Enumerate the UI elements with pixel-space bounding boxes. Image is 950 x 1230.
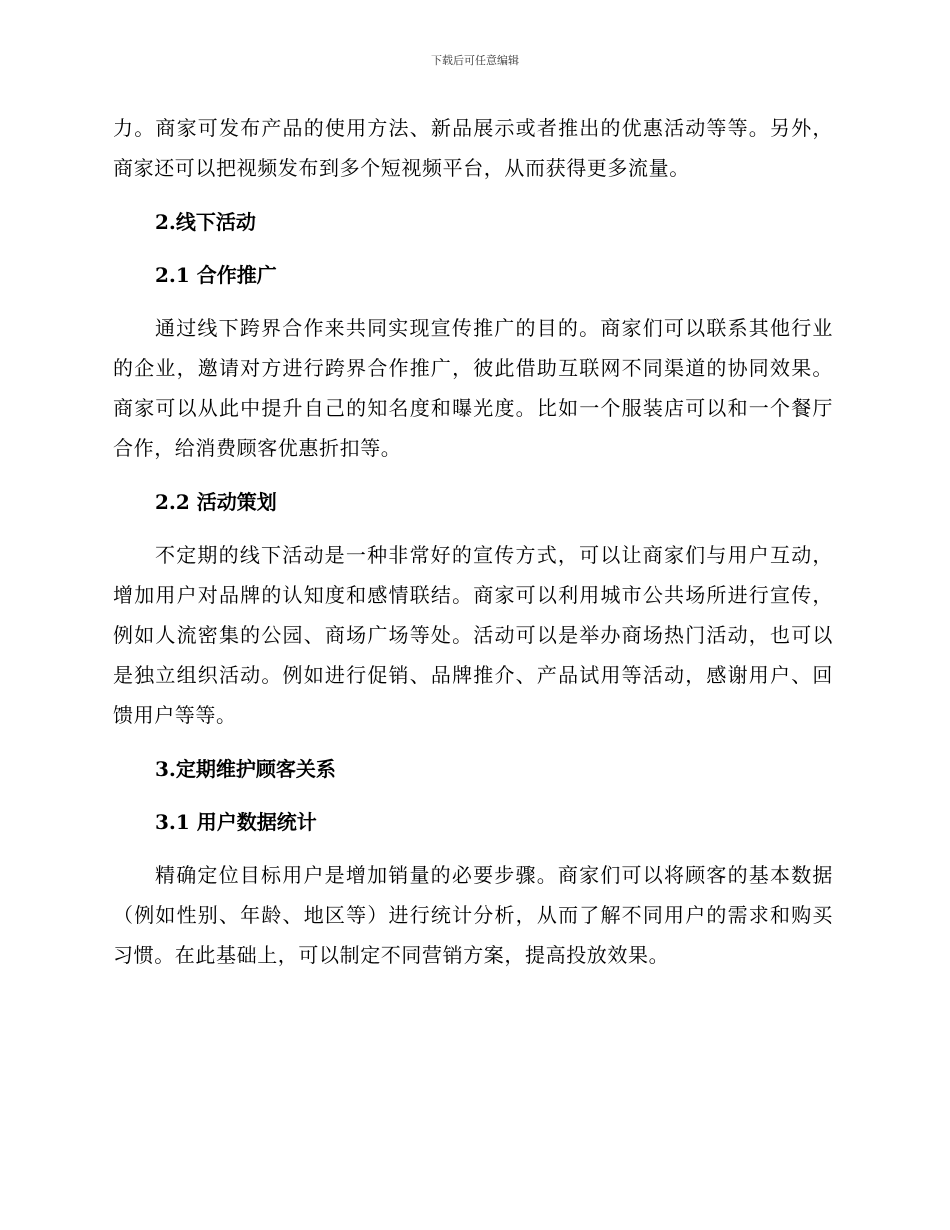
paragraph-continuation: 力。商家可发布产品的使用方法、新品展示或者推出的优惠活动等等。另外，商家还可以把视频发布到多个短视频平台，从而获得更多流量。 <box>113 116 833 180</box>
paragraph-cooperation: 通过线下跨界合作来共同实现宣传推广的目的。商家们可以联系其他行业的企业，邀请对方进行跨界合作推广，彼此借助互联网不同渠道的协同效果。商家可以从此中提升自己的知名度和曝光度。比如一个服装店可以和一个餐厅合作，给消费顾客优惠折扣等。 <box>113 316 833 460</box>
section-heading-offline-activities: 2.线下活动 <box>155 210 256 234</box>
paragraph-user-statistics: 精确定位目标用户是增加销量的必要步骤。商家们可以将顾客的基本数据（例如性别、年龄、地区等）进行统计分析，从而了解不同用户的需求和购买习惯。在此基础上，可以制定不同营销方案，提高投放效果。 <box>113 863 833 967</box>
paragraph-event-planning: 不定期的线下活动是一种非常好的宣传方式，可以让商家们与用户互动，增加用户对品牌的认知度和感情联结。商家可以利用城市公共场所进行宣传，例如人流密集的公园、商场广场等处。活动可以是举办商场热门活动，也可以是独立组织活动。例如进行促销、品牌推介、产品试用等活动，感谢用户、回馈用户等等。 <box>113 543 833 727</box>
subsection-heading-cooperation: 2.1 合作推广 <box>155 263 277 287</box>
subsection-heading-user-statistics: 3.1 用户数据统计 <box>155 810 317 834</box>
document-body <box>113 108 833 975</box>
subsection-heading-event-planning: 2.2 活动策划 <box>155 490 277 514</box>
section-heading-customer-relations: 3.定期维护顾客关系 <box>155 757 336 781</box>
page-header: 下载后可任意编辑 <box>431 54 519 67</box>
